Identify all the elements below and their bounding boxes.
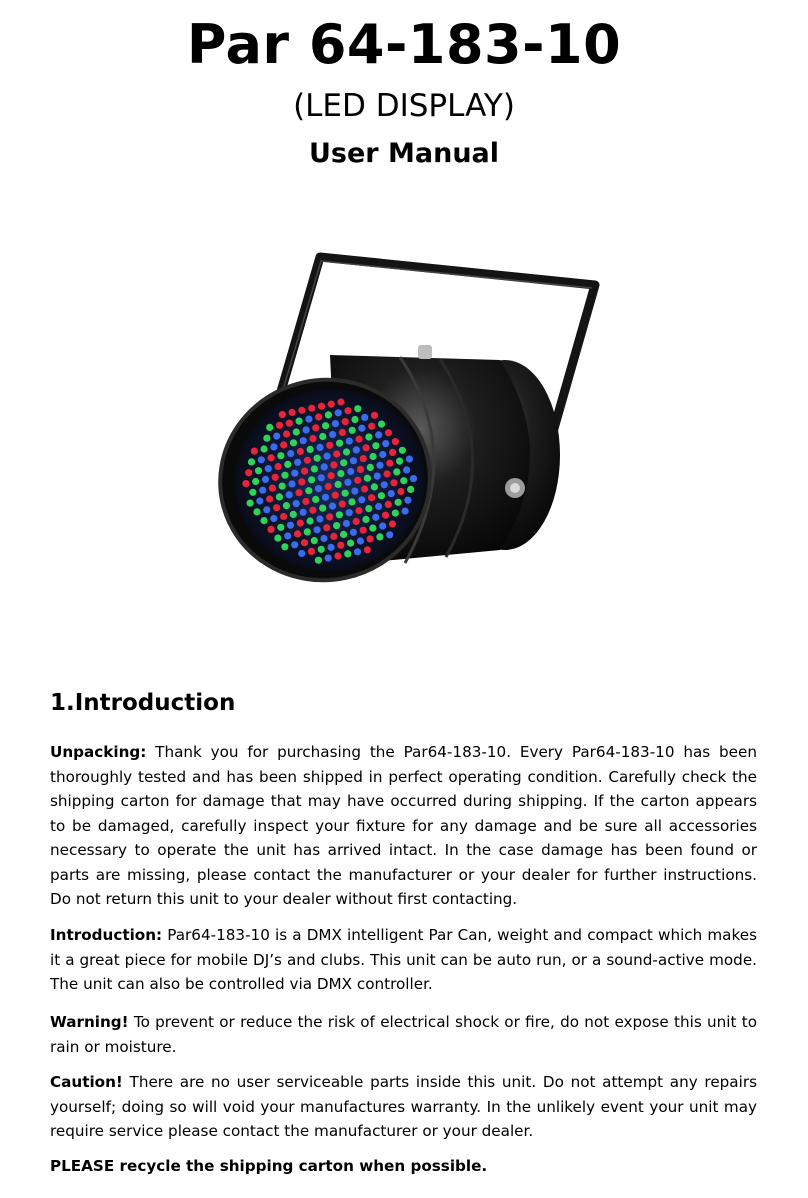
led-dot xyxy=(393,468,400,475)
led-dot xyxy=(295,489,302,496)
led-dot xyxy=(344,479,351,486)
led-dot xyxy=(281,543,288,550)
led-dot xyxy=(329,503,336,510)
led-dot xyxy=(315,485,322,492)
led-dot xyxy=(293,428,300,435)
led-dot xyxy=(335,409,342,416)
led-dot xyxy=(371,483,378,490)
led-dot xyxy=(256,497,263,504)
led-dot xyxy=(383,470,390,477)
led-dot xyxy=(358,496,365,503)
led-dot xyxy=(381,481,388,488)
led-dot xyxy=(376,462,383,469)
led-dot xyxy=(360,527,367,534)
led-dot xyxy=(287,450,294,457)
section-heading: 1.Introduction xyxy=(50,690,236,716)
led-dot xyxy=(333,522,340,529)
led-dot xyxy=(392,510,399,517)
led-dot xyxy=(252,478,259,485)
led-dot xyxy=(300,509,307,516)
led-dot xyxy=(315,557,322,564)
led-dot xyxy=(402,508,409,515)
led-dot xyxy=(291,541,298,548)
led-dot xyxy=(342,490,349,497)
introduction-paragraph xyxy=(50,923,757,997)
led-dot xyxy=(322,422,329,429)
led-dot xyxy=(312,424,319,431)
unpacking-paragraph xyxy=(50,740,757,912)
led-dot xyxy=(353,518,360,525)
led-dot xyxy=(323,453,330,460)
led-dot xyxy=(339,500,346,507)
led-dot xyxy=(372,442,379,449)
led-dot xyxy=(294,459,301,466)
led-dot xyxy=(315,413,322,420)
led-dot xyxy=(389,449,396,456)
led-dot xyxy=(263,435,270,442)
led-dot xyxy=(354,477,361,484)
led-dot xyxy=(284,461,291,468)
led-dot xyxy=(275,463,282,470)
led-dot xyxy=(375,431,382,438)
led-dot xyxy=(396,458,403,465)
led-dot xyxy=(305,487,312,494)
led-dot xyxy=(372,514,379,521)
led-dot xyxy=(344,407,351,414)
led-dot xyxy=(298,407,305,414)
led-dot xyxy=(328,401,335,408)
led-dot xyxy=(390,479,397,486)
paragraph-text: Thank you for purchasing the Par64-183-10. Every Par64-183-10 has been thoroughly tested and has been shipped in perfect operating condition. Carefully check the shipping carton for damage that may have occurred during shipping. If the carton appears to be damaged, carefully inspect your fixture for any damage and be sure all accessories necessary to operate the unit has arrived intact. In the case damage has been found or parts are missing, please contact the manufacturer or your dealer for further instructions. Do not return this unit to your dealer without first contacting. xyxy=(50,743,757,908)
led-dot xyxy=(369,525,376,532)
led-dot xyxy=(347,468,354,475)
led-dot xyxy=(343,520,350,527)
led-dot xyxy=(286,491,293,498)
led-dot xyxy=(290,439,297,446)
led-dot xyxy=(348,498,355,505)
document-title: Par 64-183-10 xyxy=(186,13,622,76)
led-dot xyxy=(259,487,266,494)
led-dot xyxy=(367,464,374,471)
led-dot xyxy=(280,441,287,448)
led-dot xyxy=(365,433,372,440)
led-dot xyxy=(279,483,286,490)
led-dot xyxy=(385,429,392,436)
led-dot xyxy=(378,421,385,428)
led-dot xyxy=(368,423,375,430)
led-dot xyxy=(330,533,337,540)
led-dot xyxy=(364,475,371,482)
led-dot xyxy=(389,520,396,527)
led-dot xyxy=(287,522,294,529)
led-dot xyxy=(294,530,301,537)
led-dot xyxy=(249,489,256,496)
led-dot xyxy=(350,529,357,536)
led-dot xyxy=(261,445,268,452)
led-dot xyxy=(286,420,293,427)
led-dot xyxy=(273,504,280,511)
led-dot xyxy=(253,508,260,515)
led-dot xyxy=(304,457,311,464)
led-dot xyxy=(349,427,356,434)
led-dot xyxy=(312,496,319,503)
led-dot xyxy=(325,411,332,418)
led-dot xyxy=(323,524,330,531)
led-dot xyxy=(362,516,369,523)
led-dot xyxy=(403,466,410,473)
led-dot xyxy=(242,480,249,487)
led-dot xyxy=(385,501,392,508)
led-dot xyxy=(301,539,308,546)
led-dot xyxy=(276,493,283,500)
led-dot xyxy=(319,505,326,512)
led-dot xyxy=(397,488,404,495)
led-dot xyxy=(314,455,321,462)
led-dot xyxy=(326,513,333,520)
led-dot xyxy=(309,435,316,442)
led-dot xyxy=(314,526,321,533)
led-dot xyxy=(284,532,291,539)
paragraph-text: To prevent or reduce the risk of electrical shock or fire, do not expose this unit to rain or moisture. xyxy=(50,1013,757,1056)
led-dot xyxy=(388,490,395,497)
led-dot xyxy=(308,405,315,412)
led-dot xyxy=(318,403,325,410)
led-dot xyxy=(316,515,323,522)
led-dot xyxy=(280,513,287,520)
led-dot xyxy=(283,502,290,509)
led-dot xyxy=(251,448,258,455)
led-dot xyxy=(351,416,358,423)
led-dot xyxy=(267,526,274,533)
led-dot xyxy=(343,448,350,455)
led-dot xyxy=(277,524,284,531)
led-par-can-light-photo xyxy=(210,245,610,605)
led-dot xyxy=(300,437,307,444)
led-dot xyxy=(356,436,363,443)
led-dot xyxy=(361,485,368,492)
led-dot xyxy=(247,500,254,507)
led-dot xyxy=(357,537,364,544)
led-dot xyxy=(332,420,339,427)
led-dot xyxy=(337,470,344,477)
led-dot xyxy=(302,498,309,505)
led-dot xyxy=(277,452,284,459)
led-dot xyxy=(327,544,334,551)
led-dot xyxy=(319,433,326,440)
led-dot xyxy=(311,465,318,472)
led-dot xyxy=(379,522,386,529)
led-dot xyxy=(258,456,265,463)
led-dot xyxy=(308,548,315,555)
paragraph-text: Par64-183-10 is a DMX intelligent Par Can, weight and compact which makes it a great piece for mobile DJ’s and clubs. This unit can be auto run, or a sound-active mode. The unit can also be controlled via DMX controller. xyxy=(50,926,757,993)
led-dot xyxy=(347,540,354,547)
led-dot xyxy=(346,438,353,445)
led-dot xyxy=(303,426,310,433)
led-dot xyxy=(296,418,303,425)
led-dot xyxy=(342,418,349,425)
led-dot xyxy=(325,483,332,490)
led-dot xyxy=(374,473,381,480)
led-dot xyxy=(276,422,283,429)
led-dot xyxy=(407,486,414,493)
led-dot xyxy=(266,495,273,502)
paragraph-label: Warning! xyxy=(50,1013,129,1031)
led-dot xyxy=(255,467,262,474)
led-dot xyxy=(392,438,399,445)
led-dot xyxy=(260,517,267,524)
led-dot xyxy=(376,533,383,540)
led-dot xyxy=(281,472,288,479)
led-dot xyxy=(307,446,314,453)
led-dot xyxy=(262,476,269,483)
led-dot xyxy=(270,515,277,522)
led-dot xyxy=(308,476,315,483)
led-dot xyxy=(316,444,323,451)
led-dot xyxy=(272,474,279,481)
led-dot xyxy=(336,511,343,518)
led-dot xyxy=(357,466,364,473)
led-dot xyxy=(340,531,347,538)
led-dot xyxy=(334,552,341,559)
led-dot xyxy=(354,548,361,555)
led-dot xyxy=(245,469,252,476)
led-dot xyxy=(335,481,342,488)
led-dot xyxy=(353,446,360,453)
led-dot xyxy=(361,414,368,421)
recycle-notice: PLEASE recycle the shipping carton when possible. xyxy=(50,1157,488,1175)
led-dot xyxy=(367,535,374,542)
led-dot xyxy=(297,520,304,527)
led-dot xyxy=(382,512,389,519)
led-dot xyxy=(386,531,393,538)
led-dot xyxy=(368,494,375,501)
led-dot xyxy=(269,485,276,492)
led-dot xyxy=(301,468,308,475)
led-dot xyxy=(328,472,335,479)
led-dot xyxy=(400,477,407,484)
led-dot xyxy=(268,454,275,461)
led-dot xyxy=(274,535,281,542)
led-dot xyxy=(279,411,286,418)
led-dot xyxy=(265,465,272,472)
led-dot xyxy=(351,488,358,495)
led-dot xyxy=(406,455,413,462)
led-dot xyxy=(283,430,290,437)
led-dot xyxy=(304,528,311,535)
user-manual-label: User Manual xyxy=(308,138,500,169)
led-dot xyxy=(325,555,332,562)
document-subtitle: (LED DISPLAY) xyxy=(293,88,515,124)
led-dot xyxy=(355,507,362,514)
led-dot xyxy=(346,509,353,516)
led-dot xyxy=(382,440,389,447)
warning-paragraph xyxy=(50,1010,757,1059)
led-dot xyxy=(326,442,333,449)
led-dot xyxy=(337,542,344,549)
paragraph-label: Introduction: xyxy=(50,926,163,944)
led-dot xyxy=(291,470,298,477)
led-dot xyxy=(293,500,300,507)
led-dot xyxy=(305,416,312,423)
led-dot xyxy=(358,425,365,432)
led-dot xyxy=(309,507,316,514)
caution-paragraph xyxy=(50,1070,757,1144)
led-dot xyxy=(350,457,357,464)
paragraph-label: Unpacking: xyxy=(50,743,147,761)
led-dot xyxy=(370,453,377,460)
led-dot xyxy=(266,424,273,431)
led-dot xyxy=(322,494,329,501)
led-dot xyxy=(318,474,325,481)
led-dot xyxy=(336,440,343,447)
led-dot xyxy=(404,497,411,504)
led-dot xyxy=(364,546,371,553)
led-dot xyxy=(307,517,314,524)
led-dot xyxy=(273,433,280,440)
led-dot xyxy=(386,460,393,467)
led-dot xyxy=(321,463,328,470)
led-dot xyxy=(298,550,305,557)
led-dot xyxy=(289,409,296,416)
led-dot xyxy=(395,499,402,506)
led-dot xyxy=(311,537,318,544)
led-dot xyxy=(263,506,270,513)
led-dot xyxy=(333,450,340,457)
led-dot xyxy=(354,405,361,412)
led-dot xyxy=(360,455,367,462)
led-dot xyxy=(270,443,277,450)
led-dot xyxy=(339,429,346,436)
paragraph-text: There are no user serviceable parts inside this unit. Do not attempt any repairs yourself; doing so will void your manufactures warranty. In the unlikely event your unit may require service please contact the manufacturer or your dealer. xyxy=(50,1073,757,1140)
led-dot xyxy=(320,535,327,542)
led-dot xyxy=(290,511,297,518)
led-dot xyxy=(365,505,372,512)
led-dot xyxy=(375,503,382,510)
led-dot xyxy=(297,448,304,455)
led-dot xyxy=(378,492,385,499)
led-dot xyxy=(298,478,305,485)
led-dot xyxy=(318,546,325,553)
led-dot xyxy=(288,480,295,487)
led-dot xyxy=(371,412,378,419)
led-dot xyxy=(337,398,344,405)
led-dot xyxy=(344,550,351,557)
led-dot xyxy=(330,461,337,468)
led-dot xyxy=(410,475,417,482)
led-dot xyxy=(379,451,386,458)
led-dot xyxy=(332,492,339,499)
led-dot xyxy=(340,459,347,466)
led-dot xyxy=(248,458,255,465)
led-dot xyxy=(329,431,336,438)
paragraph-label: Caution! xyxy=(50,1073,123,1091)
led-dot xyxy=(399,447,406,454)
led-dot xyxy=(363,444,370,451)
